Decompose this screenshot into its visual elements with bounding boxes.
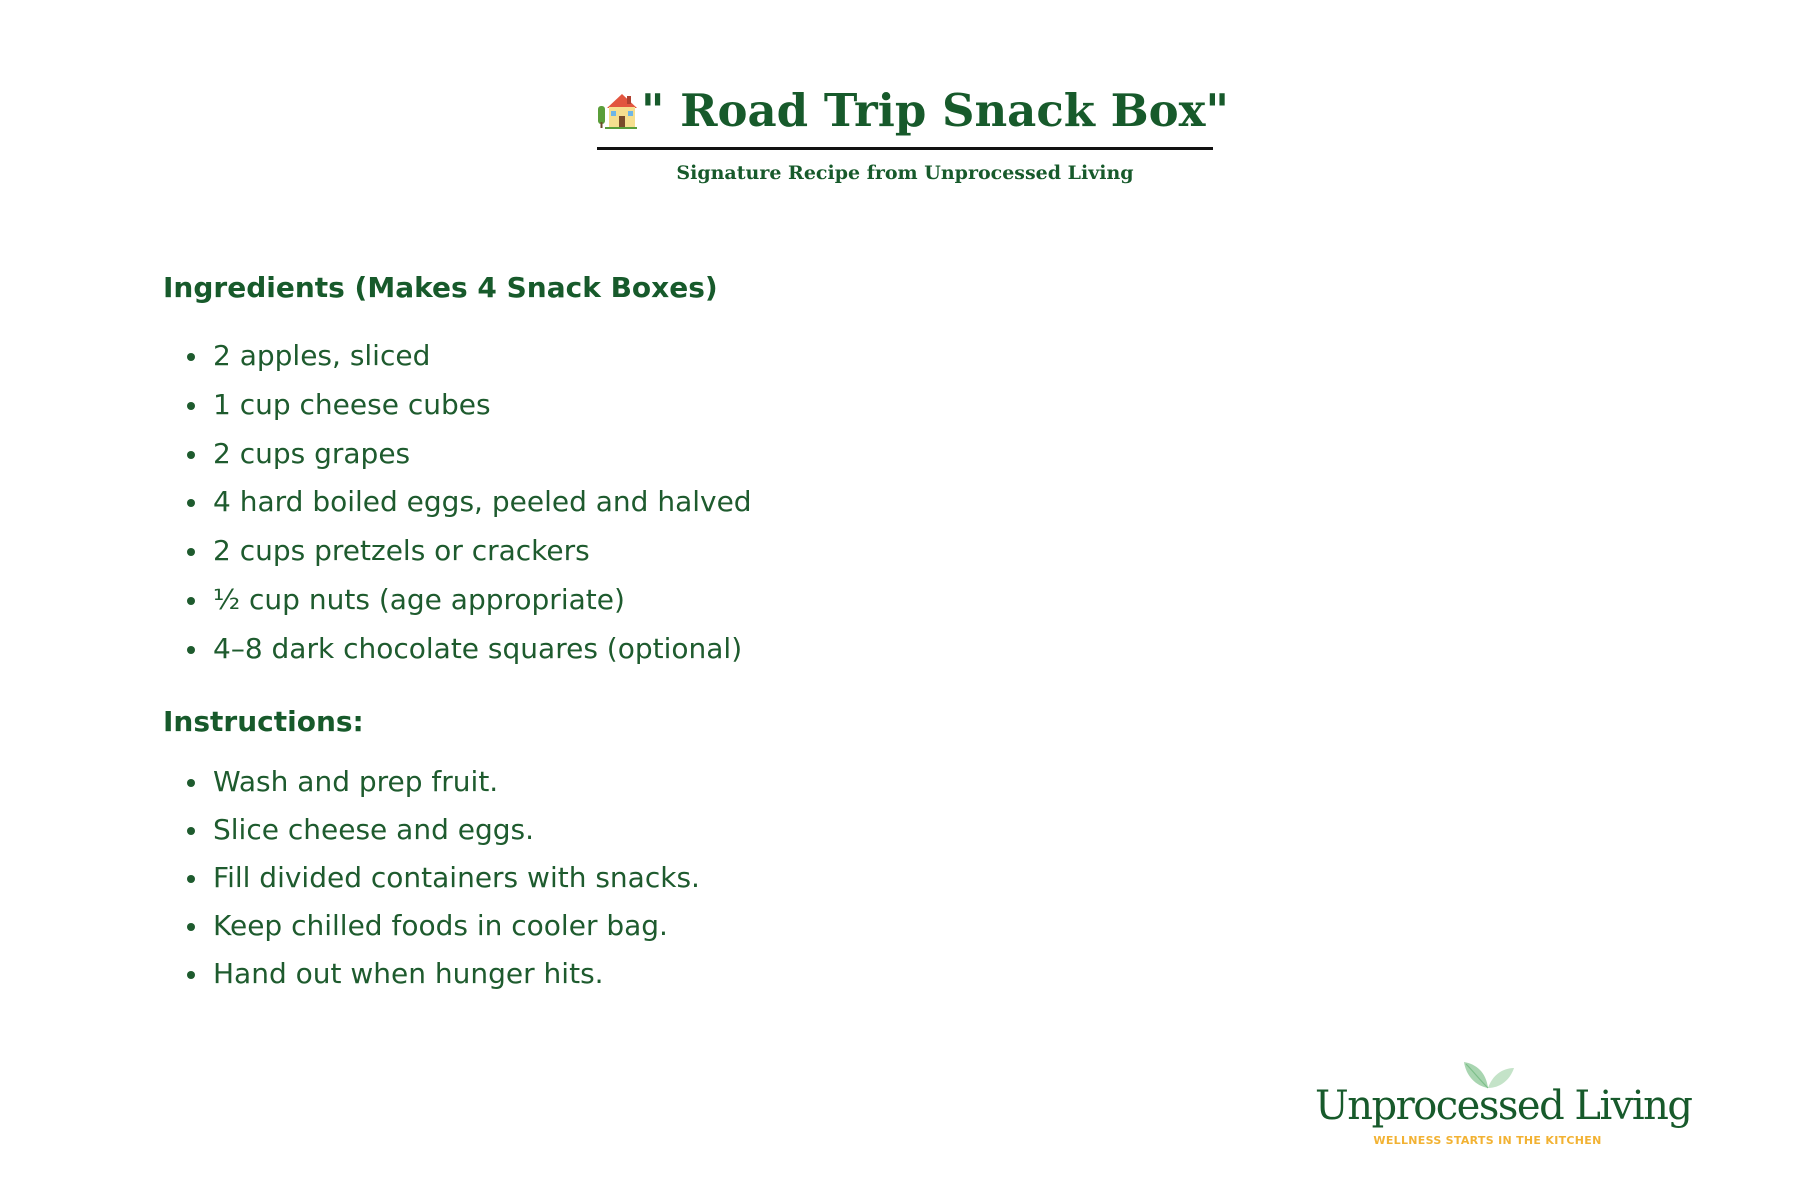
ingredient-item: 1 cup cheese cubes [163,381,1063,430]
recipe-title-text: " Road Trip Snack Box" [641,84,1229,137]
ingredient-item: 2 cups grapes [163,430,1063,479]
instruction-item: Keep chilled foods in cooler bag. [163,902,1063,950]
instructions-heading: Instructions: [163,704,364,738]
ingredient-item: 4 hard boiled eggs, peeled and halved [163,478,1063,527]
recipe-header [597,78,1229,184]
ingredients-list [163,332,1063,674]
ingredient-item: 2 apples, sliced [163,332,1063,381]
recipe-content [163,268,1063,998]
instructions-list [163,758,1063,998]
ingredient-item: 2 cups pretzels or crackers [163,527,1063,576]
ingredient-item: ½ cup nuts (age appropriate) [163,576,1063,625]
instruction-item: Fill divided containers with snacks. [163,854,1063,902]
ingredients-heading: Ingredients (Makes 4 Snack Boxes) [163,271,718,304]
house-icon [597,88,639,130]
instruction-item: Hand out when hunger hits. [163,950,1063,998]
brand-name: Unprocessed Living [1315,1083,1692,1129]
title-underline [597,147,1213,150]
brand-tagline: WELLNESS STARTS IN THE KITCHEN [1373,1134,1602,1147]
recipe-subtitle: Signature Recipe from Unprocessed Living [676,162,1134,184]
instruction-item: Wash and prep fruit. [163,758,1063,806]
brand-logo [1315,1058,1692,1147]
recipe-title [597,78,1229,144]
instruction-item: Slice cheese and eggs. [163,806,1063,854]
ingredient-item: 4–8 dark chocolate squares (optional) [163,625,1063,674]
